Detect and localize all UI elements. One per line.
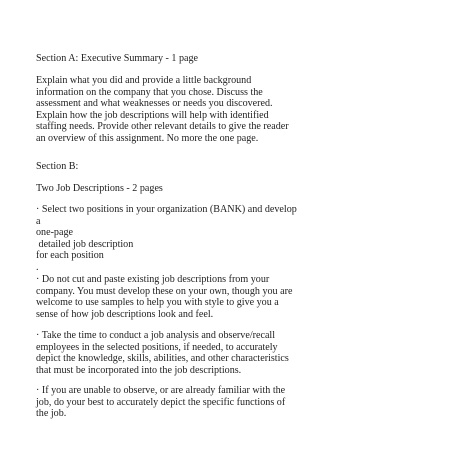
bullet-1-line-6: . (36, 261, 39, 273)
bullet-2-line-3: welcome to use samples to help you with style to give you a (36, 297, 279, 308)
bullet-2-line-2: company. You must develop these on your own, though you are (36, 285, 293, 297)
bullet-4-line-2: job, do your best to accurately depict the specific functions of (36, 396, 286, 408)
section-a-line-2: information on the company that you chose. Discuss the (36, 86, 263, 98)
bullet-1-line-5: for each position (36, 250, 104, 261)
bullet-2-line-4: sense of how job descriptions look and feel. (36, 308, 214, 320)
section-a-line-5: staffing needs. Provide other relevant details to give the reader (36, 121, 289, 132)
bullet-4-line-1: · If you are unable to observe, or are already familiar with the (36, 385, 286, 396)
bullet-1-line-2: a (36, 215, 41, 227)
section-b-heading: Section B: (36, 161, 79, 172)
section-a-line-1: Explain what you did and provide a little background (36, 75, 252, 86)
bullet-1-line-4: detailed job description (36, 238, 134, 250)
section-a-line-4: Explain how the job descriptions will help with identified (36, 109, 269, 121)
section-a-heading: Section A: Executive Summary - 1 page (36, 53, 199, 64)
bullet-3-line-2: employees in the selected positions, if needed, to accurately (36, 341, 278, 353)
bullet-1-line-3: one-page (36, 227, 73, 238)
bullet-2-line-1: · Do not cut and paste existing job descriptions from your (36, 274, 270, 285)
bullet-3-line-3: depict the knowledge, skills, abilities, and other characteristics (36, 353, 289, 364)
bullet-1-line-1: · Select two positions in your organization (BANK) and develop (36, 204, 297, 215)
bullet-3-line-4: that must be incorporated into the job descriptions. (36, 364, 242, 376)
section-a-line-6: an overview of this assignment. No more the one page. (36, 132, 259, 144)
section-a-line-3: assessment and what weaknesses or needs you discovered. (36, 98, 273, 109)
section-b-subheading: Two Job Descriptions - 2 pages (36, 183, 163, 194)
bullet-3-line-1: · Take the time to conduct a job analysis and observe/recall (36, 330, 276, 341)
bullet-4-line-3: the job. (36, 408, 67, 419)
